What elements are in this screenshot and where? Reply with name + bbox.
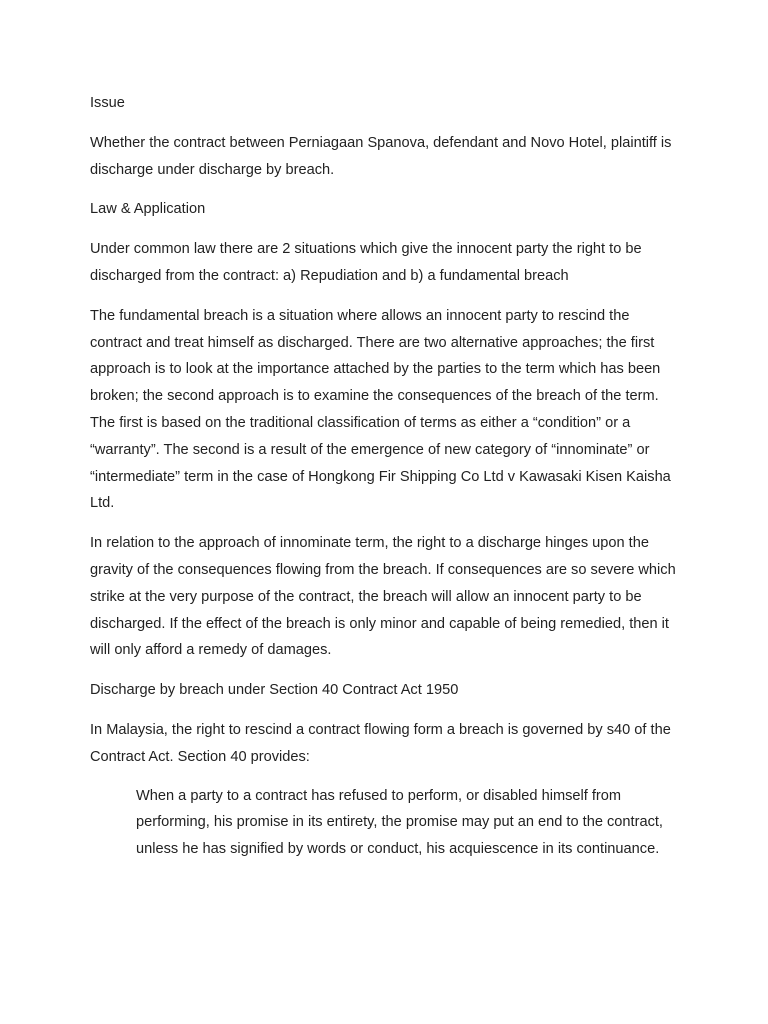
document-body — [90, 90, 682, 863]
paragraph-innominate-term: In relation to the approach of innominate term, the right to a discharge hinges upon the gravity of the consequences flowing from the breach. If consequences are so severe which strike at the very purpose of the contract, the breach will allow an innocent party to be discharged. If the effect of the breach is only minor and capable of being remedied, then it will only afford a remedy of damages. — [90, 535, 676, 659]
heading-issue: Issue — [90, 95, 125, 111]
blockquote-section-40: When a party to a contract has refused to perform, or disabled himself from performing, his promise in its entirety, the promise may put an end to the contract, unless he has signified by words or conduct, his acquiescence in its continuance. — [136, 787, 663, 858]
paragraph-malaysia: In Malaysia, the right to rescind a contract flowing form a breach is governed by s40 of the Contract Act. Section 40 provides: — [90, 721, 671, 765]
paragraph-common-law: Under common law there are 2 situations which give the innocent party the right to be discharged from the contract: a) Repudiation and b) a fundamental breach — [90, 241, 642, 284]
paragraph-issue: Whether the contract between Perniagaan Spanova, defendant and Novo Hotel, plaintiff is discharge under discharge by breach. — [90, 134, 672, 178]
heading-law-application: Law & Application — [90, 201, 206, 218]
heading-section-40: Discharge by breach under Section 40 Contract Act 1950 — [90, 682, 459, 699]
paragraph-fundamental-breach: The fundamental breach is a situation where allows an innocent party to rescind the contract and treat himself as discharged. There are two alternative approaches; the first approach is to look at the importance attached by the parties to the term which has been broken; the second approach is to examine the consequences of the breach of the term. The first is based on the traditional classification of terms as either a “condition” or a “warranty”. The second is a result of the emergence of new category of “innominate” or “intermediate” term in the case of Hongkong Fir Shipping Co Ltd v Kawasaki Kisen Kaisha Ltd. — [90, 307, 671, 512]
